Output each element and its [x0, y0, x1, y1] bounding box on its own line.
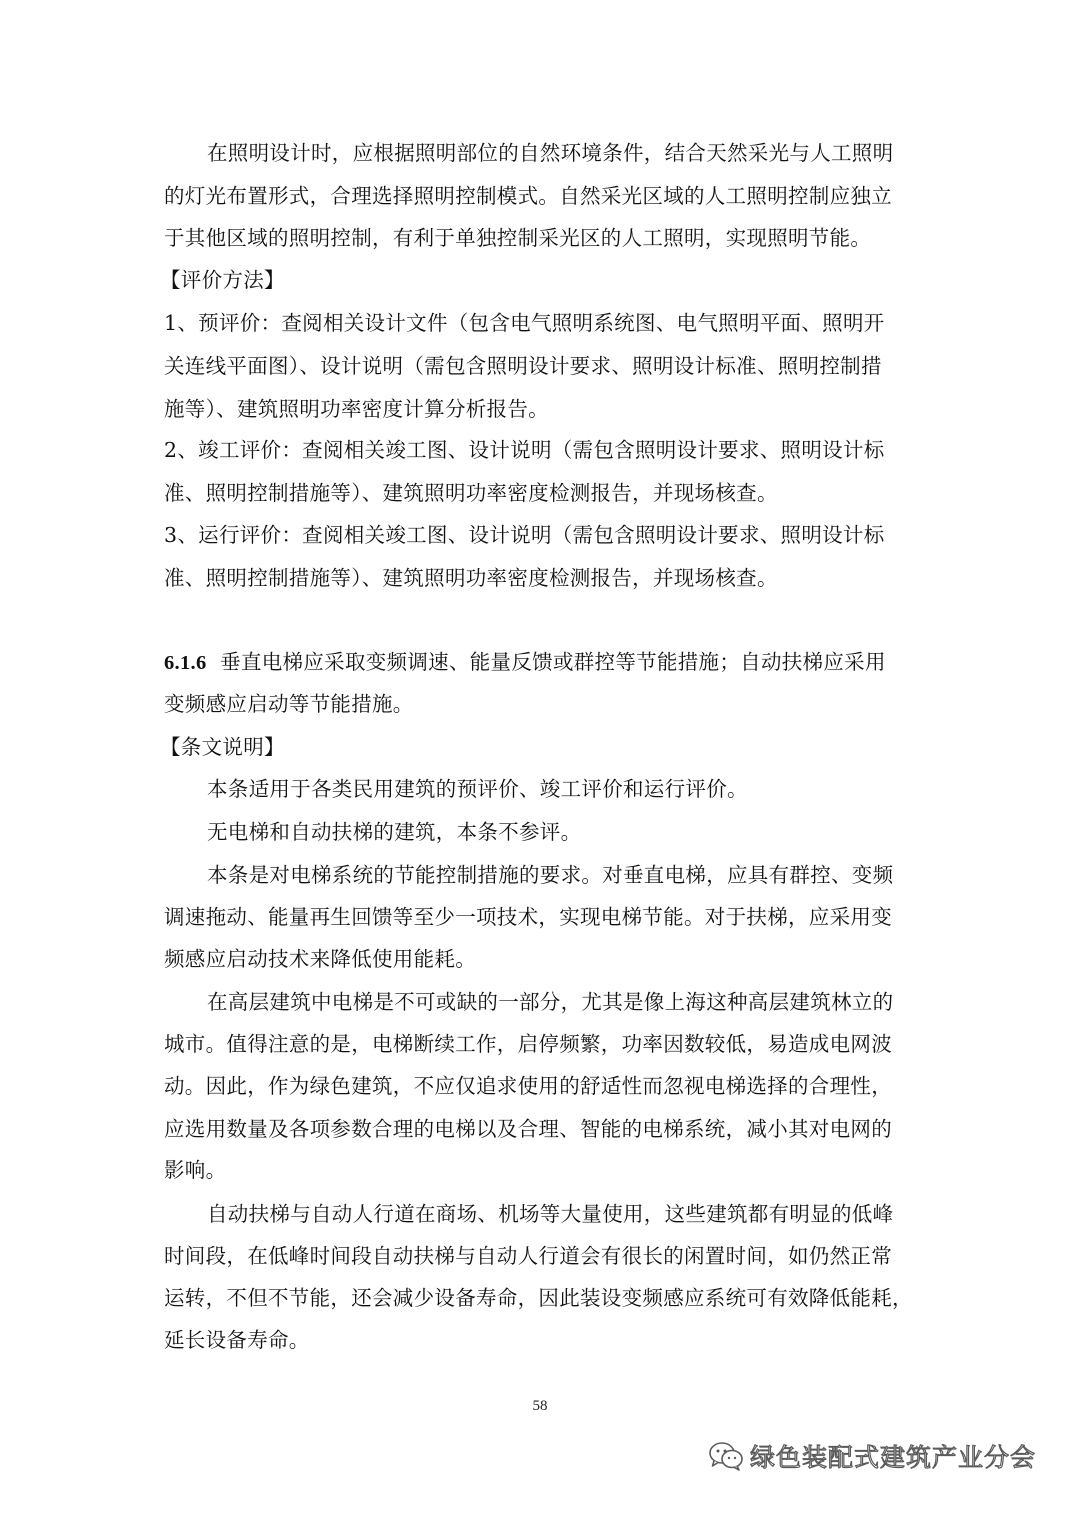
- paragraph-line: 在高层建筑中电梯是不可或缺的一部分，尤其是像上海这种高层建筑林立的: [207, 990, 894, 1014]
- paragraph-line: 在照明设计时，应根据照明部位的自然环境条件，结合天然采光与人工照明: [207, 141, 894, 165]
- paragraph-line: 影响。: [164, 1158, 227, 1182]
- paragraph-line: 应选用数量及各项参数合理的电梯以及合理、智能的电梯系统，减小其对电网的: [164, 1117, 892, 1141]
- paragraph-line: 延长设备寿命。: [164, 1328, 310, 1352]
- list-item-line: 施等）、建筑照明功率密度计算分析报告。: [164, 397, 549, 421]
- paragraph-line: 本条是对电梯系统的节能控制措施的要求。对垂直电梯，应具有群控、变频: [207, 863, 894, 887]
- clause-line: 变频感应启动等节能措施。: [164, 692, 414, 716]
- paragraph-line: 本条适用于各类民用建筑的预评价、竣工评价和运行评价。: [207, 777, 748, 801]
- section-heading-explanation: 【条文说明】: [160, 735, 285, 759]
- list-item-line: 1、预评价：查阅相关设计文件（包含电气照明系统图、电气照明平面、照明开: [164, 311, 885, 335]
- paragraph-line: 自动扶梯与自动人行道在商场、机场等大量使用，这些建筑都有明显的低峰: [207, 1202, 894, 1226]
- list-item-line: 准、照明控制措施等）、建筑照明功率密度检测报告，并现场核查。: [164, 481, 778, 505]
- watermark-text: 绿色装配式建筑产业分会: [750, 1443, 1037, 1472]
- paragraph-line: 动。因此，作为绿色建筑，不应仅追求使用的舒适性而忽视电梯选择的合理性，: [164, 1074, 892, 1098]
- page-number: 58: [532, 1398, 548, 1414]
- list-item-line: 关连线平面图）、设计说明（需包含照明设计要求、照明设计标准、照明控制措: [164, 354, 882, 378]
- paragraph-line: 城市。值得注意的是，电梯断续工作，启停频繁，功率因数较低，易造成电网波: [164, 1032, 892, 1056]
- paragraph-line: 运转，不但不节能，还会减少设备寿命，因此装设变频感应系统可有效降低能耗，: [164, 1286, 913, 1310]
- paragraph-line: 于其他区域的照明控制，有利于单独控制采光区的人工照明，实现照明节能。: [164, 226, 872, 250]
- paragraph-line: 无电梯和自动扶梯的建筑，本条不参评。: [207, 820, 582, 844]
- paragraph-line: 时间段，在低峰时间段自动扶梯与自动人行道会有很长的闲置时间，如仍然正常: [164, 1244, 892, 1268]
- paragraph-line: 的灯光布置形式，合理选择照明控制模式。自然采光区域的人工照明控制应独立: [164, 184, 892, 208]
- paragraph-line: 调速拖动、能量再生回馈等至少一项技术，实现电梯节能。对于扶梯，应采用变: [164, 905, 892, 929]
- clause-heading: [164, 644, 886, 680]
- clause-number: 6.1.6: [164, 652, 207, 674]
- section-heading-evaluation: 【评价方法】: [160, 268, 285, 292]
- watermark: [708, 1436, 1036, 1476]
- list-item-line: 3、运行评价：查阅相关竣工图、设计说明（需包含照明设计要求、照明设计标: [164, 523, 885, 547]
- clause-text: 垂直电梯应采取变频调速、能量反馈或群控等节能措施；自动扶梯应采用: [220, 650, 886, 674]
- wechat-icon: [708, 1440, 744, 1472]
- paragraph-line: 频感应启动技术来降低使用能耗。: [164, 947, 476, 971]
- list-item-line: 2、竣工评价：查阅相关竣工图、设计说明（需包含照明设计要求、照明设计标: [164, 438, 885, 462]
- list-item-line: 准、照明控制措施等）、建筑照明功率密度检测报告，并现场核查。: [164, 566, 778, 590]
